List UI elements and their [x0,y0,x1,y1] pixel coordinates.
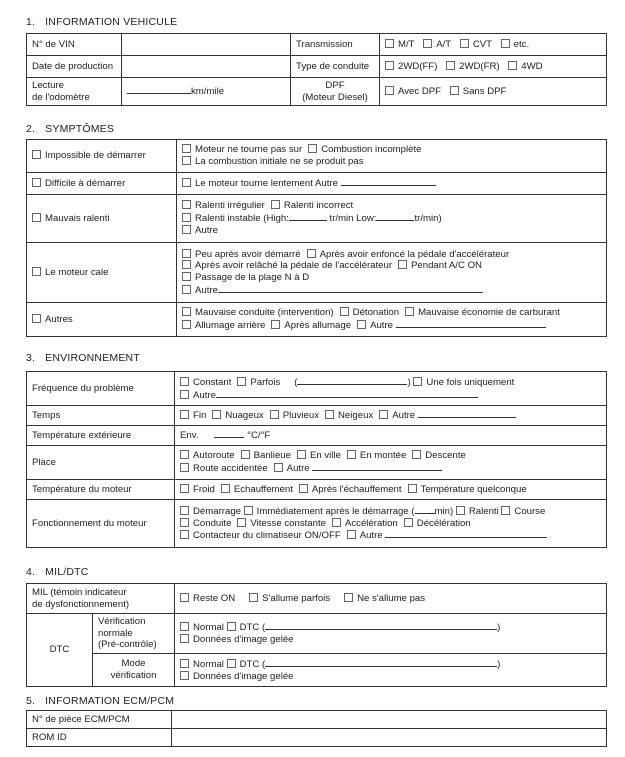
drive-type-options: 2WD(FF) 2WD(FR) 4WD [380,56,607,78]
checkbox[interactable] [182,213,191,222]
checkbox[interactable] [501,39,510,48]
checkbox[interactable] [385,86,394,95]
checkbox[interactable] [446,61,455,70]
checkbox[interactable] [456,506,465,515]
table-row [27,729,607,747]
production-date-label: Date de production [27,56,122,78]
checkbox[interactable] [182,249,191,258]
odometer-label: Lecture de l'odomètre [27,78,122,106]
table-row: Mauvais ralenti Ralenti irrégulier Ralenti incorrect Ralenti instable (High: tr/min Low: tr/min) Autre [27,195,607,243]
normal-check-label: Vérification normale (Pré-contrôle) [93,614,175,654]
check-mode-label: Mode vérification [93,654,175,687]
environment-table [26,371,607,548]
frequency-label: Fréquence du problème [27,372,175,406]
rom-id-field[interactable] [172,729,607,747]
table-row: Température extérieure Env. °C/°F [27,426,607,446]
checkbox[interactable] [274,463,283,472]
table-row: DTC Vérification normale (Pré-contrôle) Normal DTC ( ) Données d'image gelée [27,614,607,654]
checkbox[interactable] [271,200,280,209]
checkbox[interactable] [182,156,191,165]
table-row [27,711,607,729]
checkbox[interactable] [357,320,366,329]
checkbox[interactable] [460,39,469,48]
checkbox[interactable] [423,39,432,48]
checkbox[interactable] [182,200,191,209]
transmission-options: M/T A/T CVT etc. [380,34,607,56]
checkbox[interactable] [182,144,191,153]
section-5-title: 5. INFORMATION ECM/PCM [26,695,175,707]
checkbox[interactable] [180,410,189,419]
section-2-title: 2. SYMPTÔMES [26,123,115,135]
table-row: Temps Fin Nuageux Pluvieux Neigeux Autre [27,406,607,426]
symptom-label: Autres [27,303,177,337]
checkbox[interactable] [180,506,189,515]
checkbox[interactable] [413,377,422,386]
table-row: Impossible de démarrer Moteur ne tourne pas sur Combustion incomplète La combustion initiale ne se produit pas [27,140,607,173]
vin-field[interactable] [122,34,291,56]
table-row: Place Autoroute Banlieue En ville En montée Descente Route accidentée Autre [27,446,607,480]
checkbox[interactable] [227,622,236,631]
checkbox[interactable] [180,377,189,386]
transmission-label: Transmission [291,34,380,56]
vehicle-info-table [26,33,607,106]
symptom-label: Le moteur cale [27,243,177,303]
checkbox[interactable] [180,530,189,539]
checkbox[interactable] [244,506,253,515]
checkbox[interactable] [32,178,41,187]
table-row [27,34,607,56]
checkbox[interactable] [32,150,41,159]
checkbox[interactable] [237,518,246,527]
checkbox[interactable] [508,61,517,70]
checkbox[interactable] [385,61,394,70]
checkbox[interactable] [180,622,189,631]
checkbox[interactable] [182,260,191,269]
checkbox[interactable] [32,213,41,222]
vin-label: N° de VIN [27,34,122,56]
checkbox[interactable] [182,285,191,294]
symptom-label: Difficile à démarrer [27,173,177,195]
checkbox[interactable] [212,410,221,419]
ecm-info-table [26,710,607,747]
checkbox[interactable] [180,450,189,459]
checkbox[interactable] [180,390,189,399]
checkbox[interactable] [182,307,191,316]
checkbox[interactable] [379,410,388,419]
checkbox[interactable] [297,450,306,459]
dpf-label: DPF (Moteur Diesel) [291,78,380,106]
engine-temp-label: Température du moteur [27,480,175,500]
checkbox[interactable] [182,178,191,187]
checkbox[interactable] [344,593,353,602]
ecm-part-number-field[interactable] [172,711,607,729]
checkbox[interactable] [180,593,189,602]
checkbox[interactable] [180,634,189,643]
drive-type-label: Type de conduite [291,56,380,78]
table-row: Fonctionnement du moteur Démarrage Immédiatement après le démarrage ( min) Ralenti Course Conduite Vitesse constante Accélération Décélération Contacteur du climatiseur ON/OFF Autre [27,500,607,548]
section-1-title: 1. INFORMATION VEHICULE [26,16,178,28]
checkbox[interactable] [325,410,334,419]
symptoms-table [26,139,607,337]
checkbox[interactable] [347,450,356,459]
section-3-title: 3. ENVIRONNEMENT [26,352,140,364]
symptom-label: Impossible de démarrer [27,140,177,173]
table-row: Mode vérification Normal DTC ( ) Données d'image gelée [27,654,607,687]
outside-temp-label: Température extérieure [27,426,175,446]
mil-dtc-table [26,583,607,687]
production-date-field[interactable] [122,56,291,78]
table-row: Température du moteur Froid Echauffement Après l'échauffement Température quelconque [27,480,607,500]
checkbox[interactable] [408,484,417,493]
checkbox[interactable] [450,86,459,95]
table-row: Fréquence du problème Constant Parfois ( ) Une fois uniquement Autre [27,372,607,406]
checkbox[interactable] [308,144,317,153]
table-row: Le moteur cale Peu après avoir démarré Après avoir enfoncé la pédale d'accélérateur Après avoir relâché la pédale de l'accélérateur Pendant A/C ON Passage de la plage N à D Autre [27,243,607,303]
checkbox[interactable] [180,671,189,680]
weather-label: Temps [27,406,175,426]
symptom-label: Mauvais ralenti [27,195,177,243]
checkbox[interactable] [307,249,316,258]
checkbox[interactable] [182,320,191,329]
table-row: MIL (témoin indicateur de dysfonctionnement) Reste ON S'allume parfois Ne s'allume pas [27,584,607,614]
checkbox[interactable] [227,659,236,668]
checkbox[interactable] [501,506,510,515]
checkbox[interactable] [412,450,421,459]
table-row [27,78,607,106]
checkbox[interactable] [180,659,189,668]
checkbox[interactable] [180,518,189,527]
dpf-options: Avec DPF Sans DPF [380,78,607,106]
odometer-field[interactable]: km/mile [122,78,291,106]
mil-label: MIL (témoin indicateur de dysfonctionnement) [27,584,175,614]
checkbox[interactable] [221,484,230,493]
place-label: Place [27,446,175,480]
checkbox[interactable] [237,377,246,386]
checkbox[interactable] [182,272,191,281]
checkbox[interactable] [180,463,189,472]
table-row [27,56,607,78]
dtc-label: DTC [27,614,93,687]
checkbox[interactable] [404,518,413,527]
engine-operation-label: Fonctionnement du moteur [27,500,175,548]
table-row: Autres Mauvaise conduite (intervention) Détonation Mauvaise économie de carburant Allumage arrière Après allumage Autre [27,303,607,337]
checkbox[interactable] [347,530,356,539]
checkbox[interactable] [271,320,280,329]
checkbox[interactable] [299,484,308,493]
checkbox[interactable] [241,450,250,459]
section-4-title: 4. MIL/DTC [26,566,89,578]
checkbox[interactable] [332,518,341,527]
checkbox[interactable] [340,307,349,316]
ecm-part-number-label: N° de pièce ECM/PCM [27,711,172,729]
checkbox[interactable] [32,314,41,323]
rom-id-label: ROM ID [27,729,172,747]
table-row: Difficile à démarrer Le moteur tourne lentement Autre [27,173,607,195]
checkbox[interactable] [180,484,189,493]
checkbox[interactable] [385,39,394,48]
checkbox[interactable] [32,267,41,276]
checkbox[interactable] [398,260,407,269]
checkbox[interactable] [249,593,258,602]
checkbox[interactable] [405,307,414,316]
checkbox[interactable] [270,410,279,419]
checkbox[interactable] [182,225,191,234]
